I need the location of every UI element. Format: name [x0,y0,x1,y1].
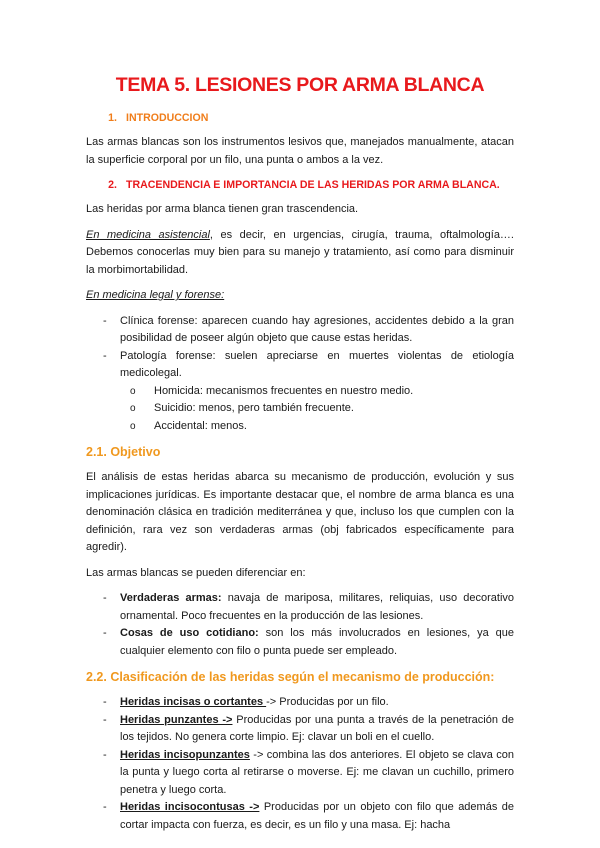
page-title: TEMA 5. LESIONES POR ARMA BLANCA [115,74,485,96]
tipos-armas-list [86,590,514,660]
list-item-text: -> Producidas por un filo. [266,696,389,708]
list-item-label: Heridas punzantes -> [120,713,233,726]
list-item-text: son los más involucrados en lesiones, ya que cualquier elemento con filo o punta puede ser empleado. [120,627,514,657]
trascendencia-paragraph: Las heridas por arma blanca tienen gran trascendencia. [86,203,359,215]
etiologia-sublist [120,383,514,436]
section-number: 2. [108,179,117,191]
medicina-legal-heading [86,287,514,305]
list-item-text: Producidas por una punta a través de la penetración de los tejidos. No genera corte limpio. Ej: clavar un boli en el cuello. [120,713,514,743]
section-heading-trascendencia [86,177,514,193]
intro-paragraph: Las armas blancas son los instrumentos lesivos que, manejados manualmente, atacan la superficie corporal por un filo, una punta o ambos a la vez. [86,136,514,166]
list-item-label: Cosas de uso cotidiano: [120,627,259,639]
clasificacion-list [86,694,514,834]
medicina-asistencial-paragraph [86,227,514,280]
sublist-item: o Accidental: menos. [120,418,514,436]
objetivo-paragraph: El análisis de estas heridas abarca su mecanismo de producción, evolución y sus implicaciones jurídicas. Es importante destacar que, el nombre de arma blanca es una denominación clásica en tradición mediterránea y que, incluso los que cumplen con la definición, rara vez son verdaderas armas (obj fabricados específicamente para agredir). [86,471,514,553]
section-heading-objetivo: 2.1. Objetivo [86,445,161,459]
list-item [86,799,514,834]
diferenciar-paragraph: Las armas blancas se pueden diferenciar en: [86,566,306,579]
medicina-asistencial-label: En medicina asistencial [86,228,210,241]
list-item-text: -> combina las dos anteriores. El objeto se clava con la punta y luego corta al retirarse o moverse. Ej: me clavan un cuchillo, primero penetra y luego corta. [120,748,514,796]
list-item-label: Heridas incisopunzantes [120,748,250,761]
section-heading-clasificacion: 2.2. Clasificación de las heridas según el mecanismo de producción: [86,670,495,684]
section-title: INTRODUCCION [126,112,209,124]
list-item-label: Heridas incisocontusas -> [120,801,260,813]
list-item-text: navaja de mariposa, militares, reliquias, uso decorativo ornamental. Poco frecuentes en la producción de las lesiones. [120,592,515,622]
section-title: TRACENDENCIA E IMPORTANCIA DE LAS HERIDAS POR ARMA BLANCA. [126,179,500,191]
list-item [86,694,514,712]
forense-list [86,313,514,436]
list-item-text: Producidas por un objeto con filo que además de cortar impacta con fuerza, es decir, es un filo y una masa. Ej: hacha [120,801,514,831]
sublist-item: o Suicidio: menos, pero también frecuente. [120,400,514,418]
list-item [86,348,514,436]
list-item [86,712,514,747]
section-number: 1. [108,112,117,124]
sublist-item: o Homicida: mecanismos frecuentes en nuestro medio. [120,383,514,401]
list-item: - Clínica forense: aparecen cuando hay agresiones, accidentes debido a la gran posibilidad de poseer algún objeto que cause estas heridas. [86,313,514,348]
list-item-label: Heridas incisas o cortantes [120,696,267,708]
medicina-legal-label: En medicina legal y forense: [86,289,225,301]
list-item [86,625,514,660]
medicina-asistencial-text: , es decir, en urgencias, cirugía, trauma, oftalmología…. Debemos conocerlas muy bien para su manejo y tratamiento, así como para disminuir la morbimortabilidad. [86,228,514,276]
list-item-label: Verdaderas armas: [120,592,222,604]
list-item [86,747,514,800]
list-item-text: Patología forense: suelen apreciarse en muertes violentas de etiología medicolegal. [120,349,514,379]
section-heading-introduccion [86,110,514,126]
list-item [86,590,514,625]
